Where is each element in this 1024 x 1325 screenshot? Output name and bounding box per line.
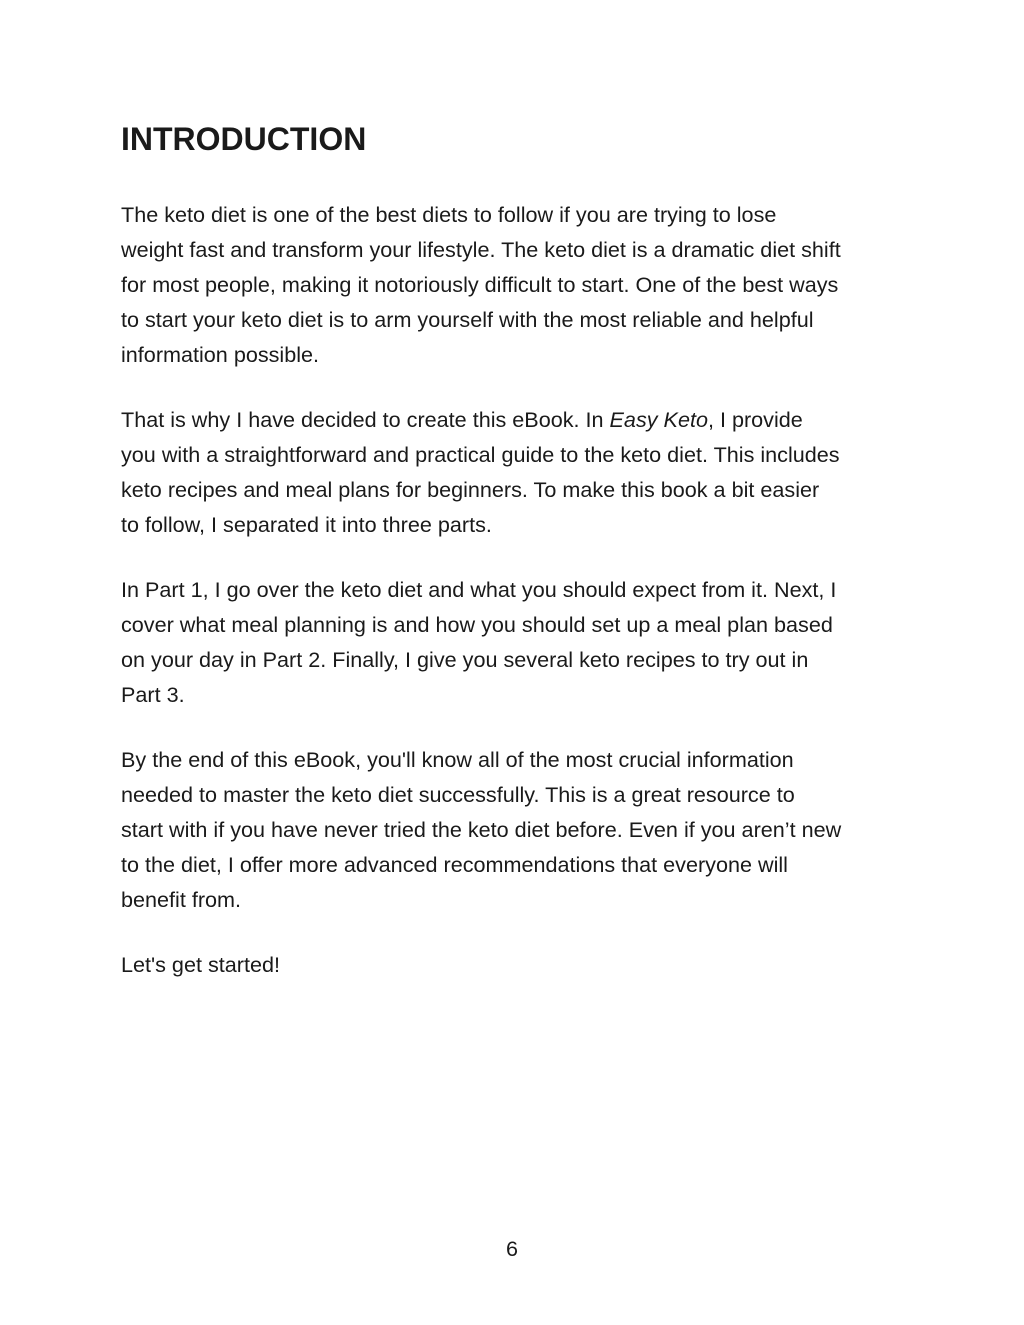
page-number: 6 [505,1236,518,1261]
paragraph-5 [121,947,921,982]
book-title-italic: Easy Keto [609,407,708,432]
paragraph-4 [121,742,921,917]
text-line: to the diet, I offer more advanced recommendations that everyone will [121,852,788,877]
text-line: on your day in Part 2. Finally, I give you several keto recipes to try out in [121,647,809,672]
text-line: needed to master the keto diet successfully. This is a great resource to [121,782,795,807]
text-segment: That is why I have decided to create this eBook. In [121,407,610,432]
paragraph-2 [121,402,921,542]
text-line: keto recipes and meal plans for beginners. To make this book a bit easier [121,477,820,502]
text-segment: , I provide [707,407,803,432]
paragraph-1 [121,197,921,372]
page-heading: INTRODUCTION [121,121,367,157]
text-line: you with a straightforward and practical guide to the keto diet. This includes [121,442,840,467]
text-line: The keto diet is one of the best diets to follow if you are trying to lose [121,202,777,227]
text-line: By the end of this eBook, you'll know all of the most crucial information [121,747,794,772]
text-line: for most people, making it notoriously difficult to start. One of the best ways [121,272,839,297]
text-line: In Part 1, I go over the keto diet and what you should expect from it. Next, I [121,577,837,602]
text-line: Part 3. [121,682,185,707]
body-text [121,197,921,1012]
text-line: start with if you have never tried the keto diet before. Even if you aren’t new [121,817,842,842]
text-line [121,402,921,437]
text-line: cover what meal planning is and how you should set up a meal plan based [121,612,833,637]
text-line: information possible. [121,342,320,367]
paragraph-3 [121,572,921,712]
text-line: Let's get started! [121,952,280,977]
text-line: to start your keto diet is to arm yourself with the most reliable and helpful [121,307,814,332]
text-line: to follow, I separated it into three parts. [121,512,492,537]
text-line: weight fast and transform your lifestyle. The keto diet is a dramatic diet shift [121,237,841,262]
text-line: benefit from. [121,887,242,912]
